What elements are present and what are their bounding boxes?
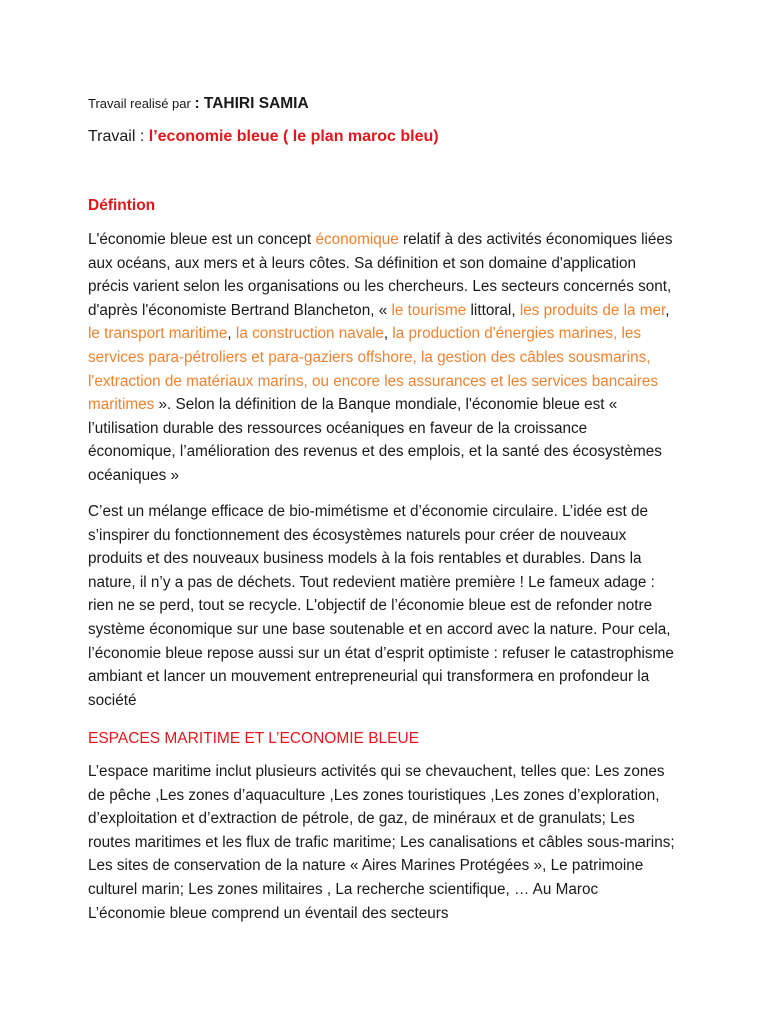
text-run: , (227, 325, 236, 343)
circular-economy-paragraph: C’est un mélange efficace de bio-mimétisme et d’économie circulaire. L’idée est de s’inspirer du fonctionnement des écosystèmes naturels pour créer de nouveaux produits et des nouveaux business models à la fois rentables et durables. Dans la nature, il n’y a pas de déchets. Tout redevient matière première ! Le fameux adage : rien ne se perd, tout se recycle. L'objectif de l’économie bleue est de refonder notre système économique sur une base soutenable et en accord avec la nature. Pour cela, l’économie bleue repose aussi sur un état d’esprit optimiste : refuser le catastrophisme ambiant et lancer un mouvement entrepreneurial qui transformera en profondeur la société (88, 503, 674, 709)
highlighted-term: économique (315, 231, 399, 248)
text-run: , (383, 325, 393, 343)
work-title (88, 126, 439, 148)
highlighted-term: la construction navale (235, 325, 384, 343)
highlighted-term: la production d'énergies marines, les services para-pétroliers et para-gaziers offshore, la gestion des câbles sousmarins, l'extraction de matériaux marins, ou encore les assurances et les services bancaires maritimes (88, 325, 659, 414)
byline-prefix: Travail realisé par (88, 96, 195, 111)
author-byline (88, 94, 309, 114)
definition-paragraph (88, 228, 678, 488)
work-title-text: l’economie bleue ( le plan maroc bleu) (148, 128, 439, 145)
highlighted-term: le transport maritime (88, 325, 228, 343)
maritime-spaces-paragraph: L’espace maritime inclut plusieurs activités qui se chevauchent, telles que: Les zones de pêche ,Les zones d’aquaculture ,Les zones touristiques ,Les zones d’exploration, d’exploitation et d’extraction de pétrole, de gaz, de minéraux et de granulats; Les routes maritimes et les flux de trafic maritime; Les canalisations et câbles sous-marins; Les sites de conservation de la nature « Aires Marines Protégées », Le patrimoine culturel marin; Les zones militaires , La recherche scientifique, … Au Maroc L’économie bleue comprend un éventail des secteurs (88, 763, 675, 922)
highlighted-term: les produits de la mer (519, 301, 666, 319)
text-run: ». Selon la définition de la Banque mondiale, l'économie bleue est « l’utilisation durable des ressources océaniques en faveur de la croissance économique, l’amélioration des revenus et des emplois, et la santé des écosystèmes océaniques » (88, 396, 662, 484)
author-name: : TAHIRI SAMIA (194, 95, 309, 112)
highlighted-term: le tourisme (391, 301, 467, 319)
text-run: littoral, (466, 301, 520, 319)
text-run: , (665, 301, 670, 319)
work-label: Travail : (88, 128, 149, 145)
text-run: relatif à des activités économiques liées aux océans, aux mers et à leurs côtes. Sa définition et son domaine d'application précis varient selon les organisations ou les chercheurs. Les secteurs concernés sont, d'après l'économiste Bertrand Blancheton, « (88, 231, 673, 319)
text-run: L'économie bleue est un concept (88, 231, 316, 248)
section-heading-definition: Défintion (88, 197, 156, 214)
section-heading-maritime-spaces: ESPACES MARITIME ET L’ECONOMIE BLEUE (88, 730, 420, 747)
